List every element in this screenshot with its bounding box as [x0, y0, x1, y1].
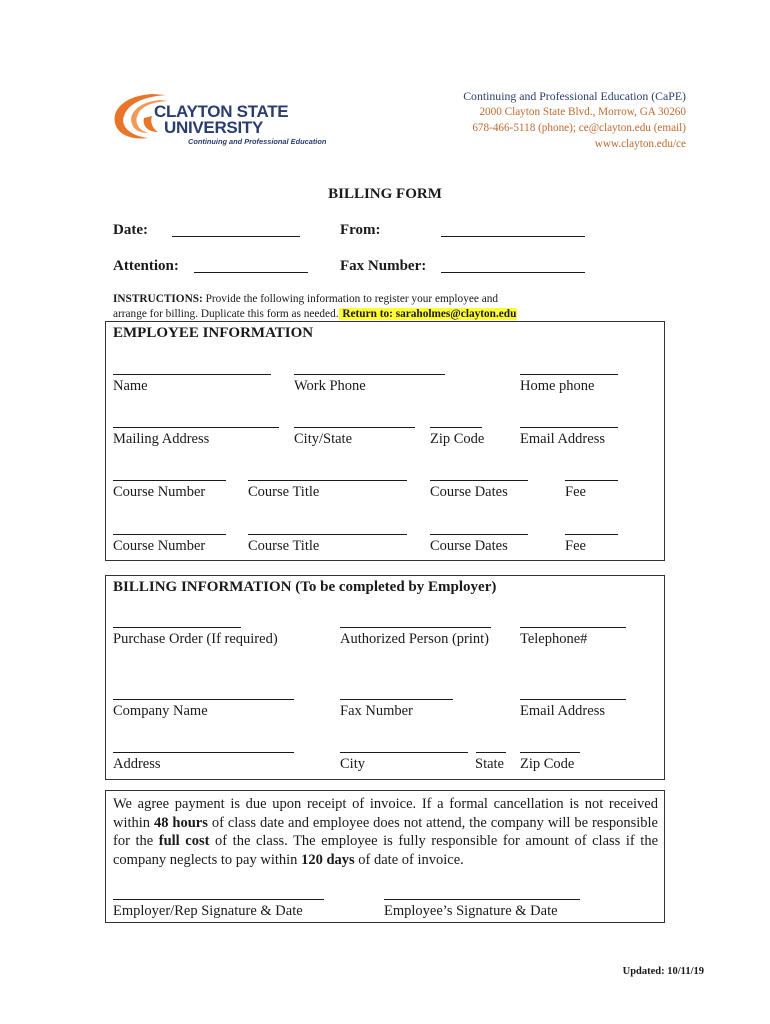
telephone-line[interactable]	[520, 627, 626, 628]
payment-terms	[113, 795, 658, 869]
billing-zip-label: Zip Code	[520, 756, 575, 772]
billing-zip-line[interactable]	[520, 752, 580, 753]
billing-info-title: BILLING INFORMATION (To be completed by Employer)	[113, 579, 497, 595]
name-label: Name	[113, 378, 148, 394]
billing-state-label: State	[475, 756, 504, 772]
billing-email-label: Email Address	[520, 703, 605, 719]
date-line[interactable]	[172, 236, 300, 237]
from-line[interactable]	[441, 236, 585, 237]
instructions	[113, 292, 593, 322]
employer-signature-label: Employer/Rep Signature & Date	[113, 903, 303, 919]
course-title-line-1[interactable]	[248, 480, 407, 481]
contact-block	[463, 88, 686, 152]
course-dates-label-2: Course Dates	[430, 538, 508, 554]
work-phone-line[interactable]	[294, 374, 445, 375]
course-number-line-1[interactable]	[113, 480, 226, 481]
terms-part-2: of class date and employee does not attend, the company will be responsible for the	[113, 814, 658, 849]
employer-signature-line[interactable]	[113, 899, 324, 900]
po-line[interactable]	[113, 627, 241, 628]
home-phone-line[interactable]	[520, 374, 618, 375]
terms-part-3: of the class. The employee is fully responsible for amount of class if the company neglects to pay within	[113, 833, 659, 868]
fax-label: Fax Number:	[340, 258, 427, 274]
course-title-label-1: Course Title	[248, 484, 320, 500]
po-label: Purchase Order (If required)	[113, 631, 278, 647]
course-title-label-2: Course Title	[248, 538, 320, 554]
mailing-address-label: Mailing Address	[113, 431, 210, 447]
work-phone-label: Work Phone	[294, 378, 366, 394]
employee-signature-line[interactable]	[384, 899, 580, 900]
terms-part-4: of date of invoice.	[354, 851, 464, 868]
billing-state-line[interactable]	[476, 752, 506, 753]
logo-text-top: CLAYTON STATE	[154, 102, 289, 121]
terms-full-cost: full cost	[158, 833, 210, 849]
instructions-label: INSTRUCTIONS:	[113, 293, 203, 305]
date-label: Date:	[113, 222, 148, 238]
fee-label-1: Fee	[565, 484, 586, 500]
course-title-line-2[interactable]	[248, 534, 407, 535]
billing-address-line[interactable]	[113, 752, 294, 753]
course-dates-line-2[interactable]	[430, 534, 528, 535]
billing-fax-line[interactable]	[340, 699, 453, 700]
fee-line-1[interactable]	[565, 480, 618, 481]
attention-line[interactable]	[194, 272, 308, 273]
attention-label: Attention:	[113, 258, 179, 274]
authorized-label: Authorized Person (print)	[340, 631, 489, 647]
return-email: Return to: saraholmes@clayton.edu	[339, 308, 517, 320]
employee-info-title: EMPLOYEE INFORMATION	[113, 325, 314, 341]
clayton-state-logo	[108, 88, 327, 150]
billing-info-box	[105, 575, 665, 780]
form-title: BILLING FORM	[328, 186, 442, 202]
email-line[interactable]	[520, 427, 618, 428]
course-number-label-1: Course Number	[113, 484, 206, 500]
company-line[interactable]	[113, 699, 294, 700]
course-dates-line-1[interactable]	[430, 480, 528, 481]
zip-label: Zip Code	[430, 431, 485, 447]
org-website: www.clayton.edu/ce	[594, 138, 686, 150]
billing-address-label: Address	[113, 756, 161, 772]
instructions-text-2: arrange for billing. Duplicate this form as needed.	[113, 308, 339, 320]
fee-line-2[interactable]	[565, 534, 618, 535]
mailing-address-line[interactable]	[113, 427, 279, 428]
authorized-line[interactable]	[340, 627, 491, 628]
city-state-label: City/State	[294, 431, 352, 447]
zip-line[interactable]	[430, 427, 482, 428]
course-number-line-2[interactable]	[113, 534, 226, 535]
city-state-line[interactable]	[294, 427, 415, 428]
instructions-text-1: Provide the following information to register your employee and	[202, 293, 499, 305]
company-label: Company Name	[113, 703, 208, 719]
logo-tagline: Continuing and Professional Education	[188, 137, 327, 146]
home-phone-label: Home phone	[520, 378, 595, 394]
billing-email-line[interactable]	[520, 699, 626, 700]
terms-days: 120 days	[301, 851, 355, 868]
org-address: 2000 Clayton State Blvd., Morrow, GA 30260	[479, 106, 686, 118]
fax-line[interactable]	[441, 272, 585, 273]
org-name: Continuing and Professional Education (CaPE)	[463, 89, 686, 103]
course-number-label-2: Course Number	[113, 538, 206, 554]
billing-fax-label: Fax Number	[340, 703, 413, 719]
logo-text-bottom: UNIVERSITY	[164, 118, 264, 137]
terms-hours: 48 hours	[154, 814, 208, 831]
course-dates-label-1: Course Dates	[430, 484, 508, 500]
org-contact: 678-466-5118 (phone); ce@clayton.edu (email)	[472, 122, 686, 134]
fee-label-2: Fee	[565, 538, 586, 554]
terms-part-1: We agree payment is due upon receipt of invoice. If a formal cancellation is not received within	[113, 796, 658, 831]
name-line[interactable]	[113, 374, 271, 375]
employee-signature-label: Employee’s Signature & Date	[384, 903, 558, 919]
billing-city-line[interactable]	[340, 752, 468, 753]
from-label: From:	[340, 222, 381, 238]
telephone-label: Telephone#	[520, 631, 588, 647]
email-label: Email Address	[520, 431, 605, 447]
updated-date: Updated: 10/11/19	[622, 966, 704, 977]
billing-city-label: City	[340, 756, 365, 772]
